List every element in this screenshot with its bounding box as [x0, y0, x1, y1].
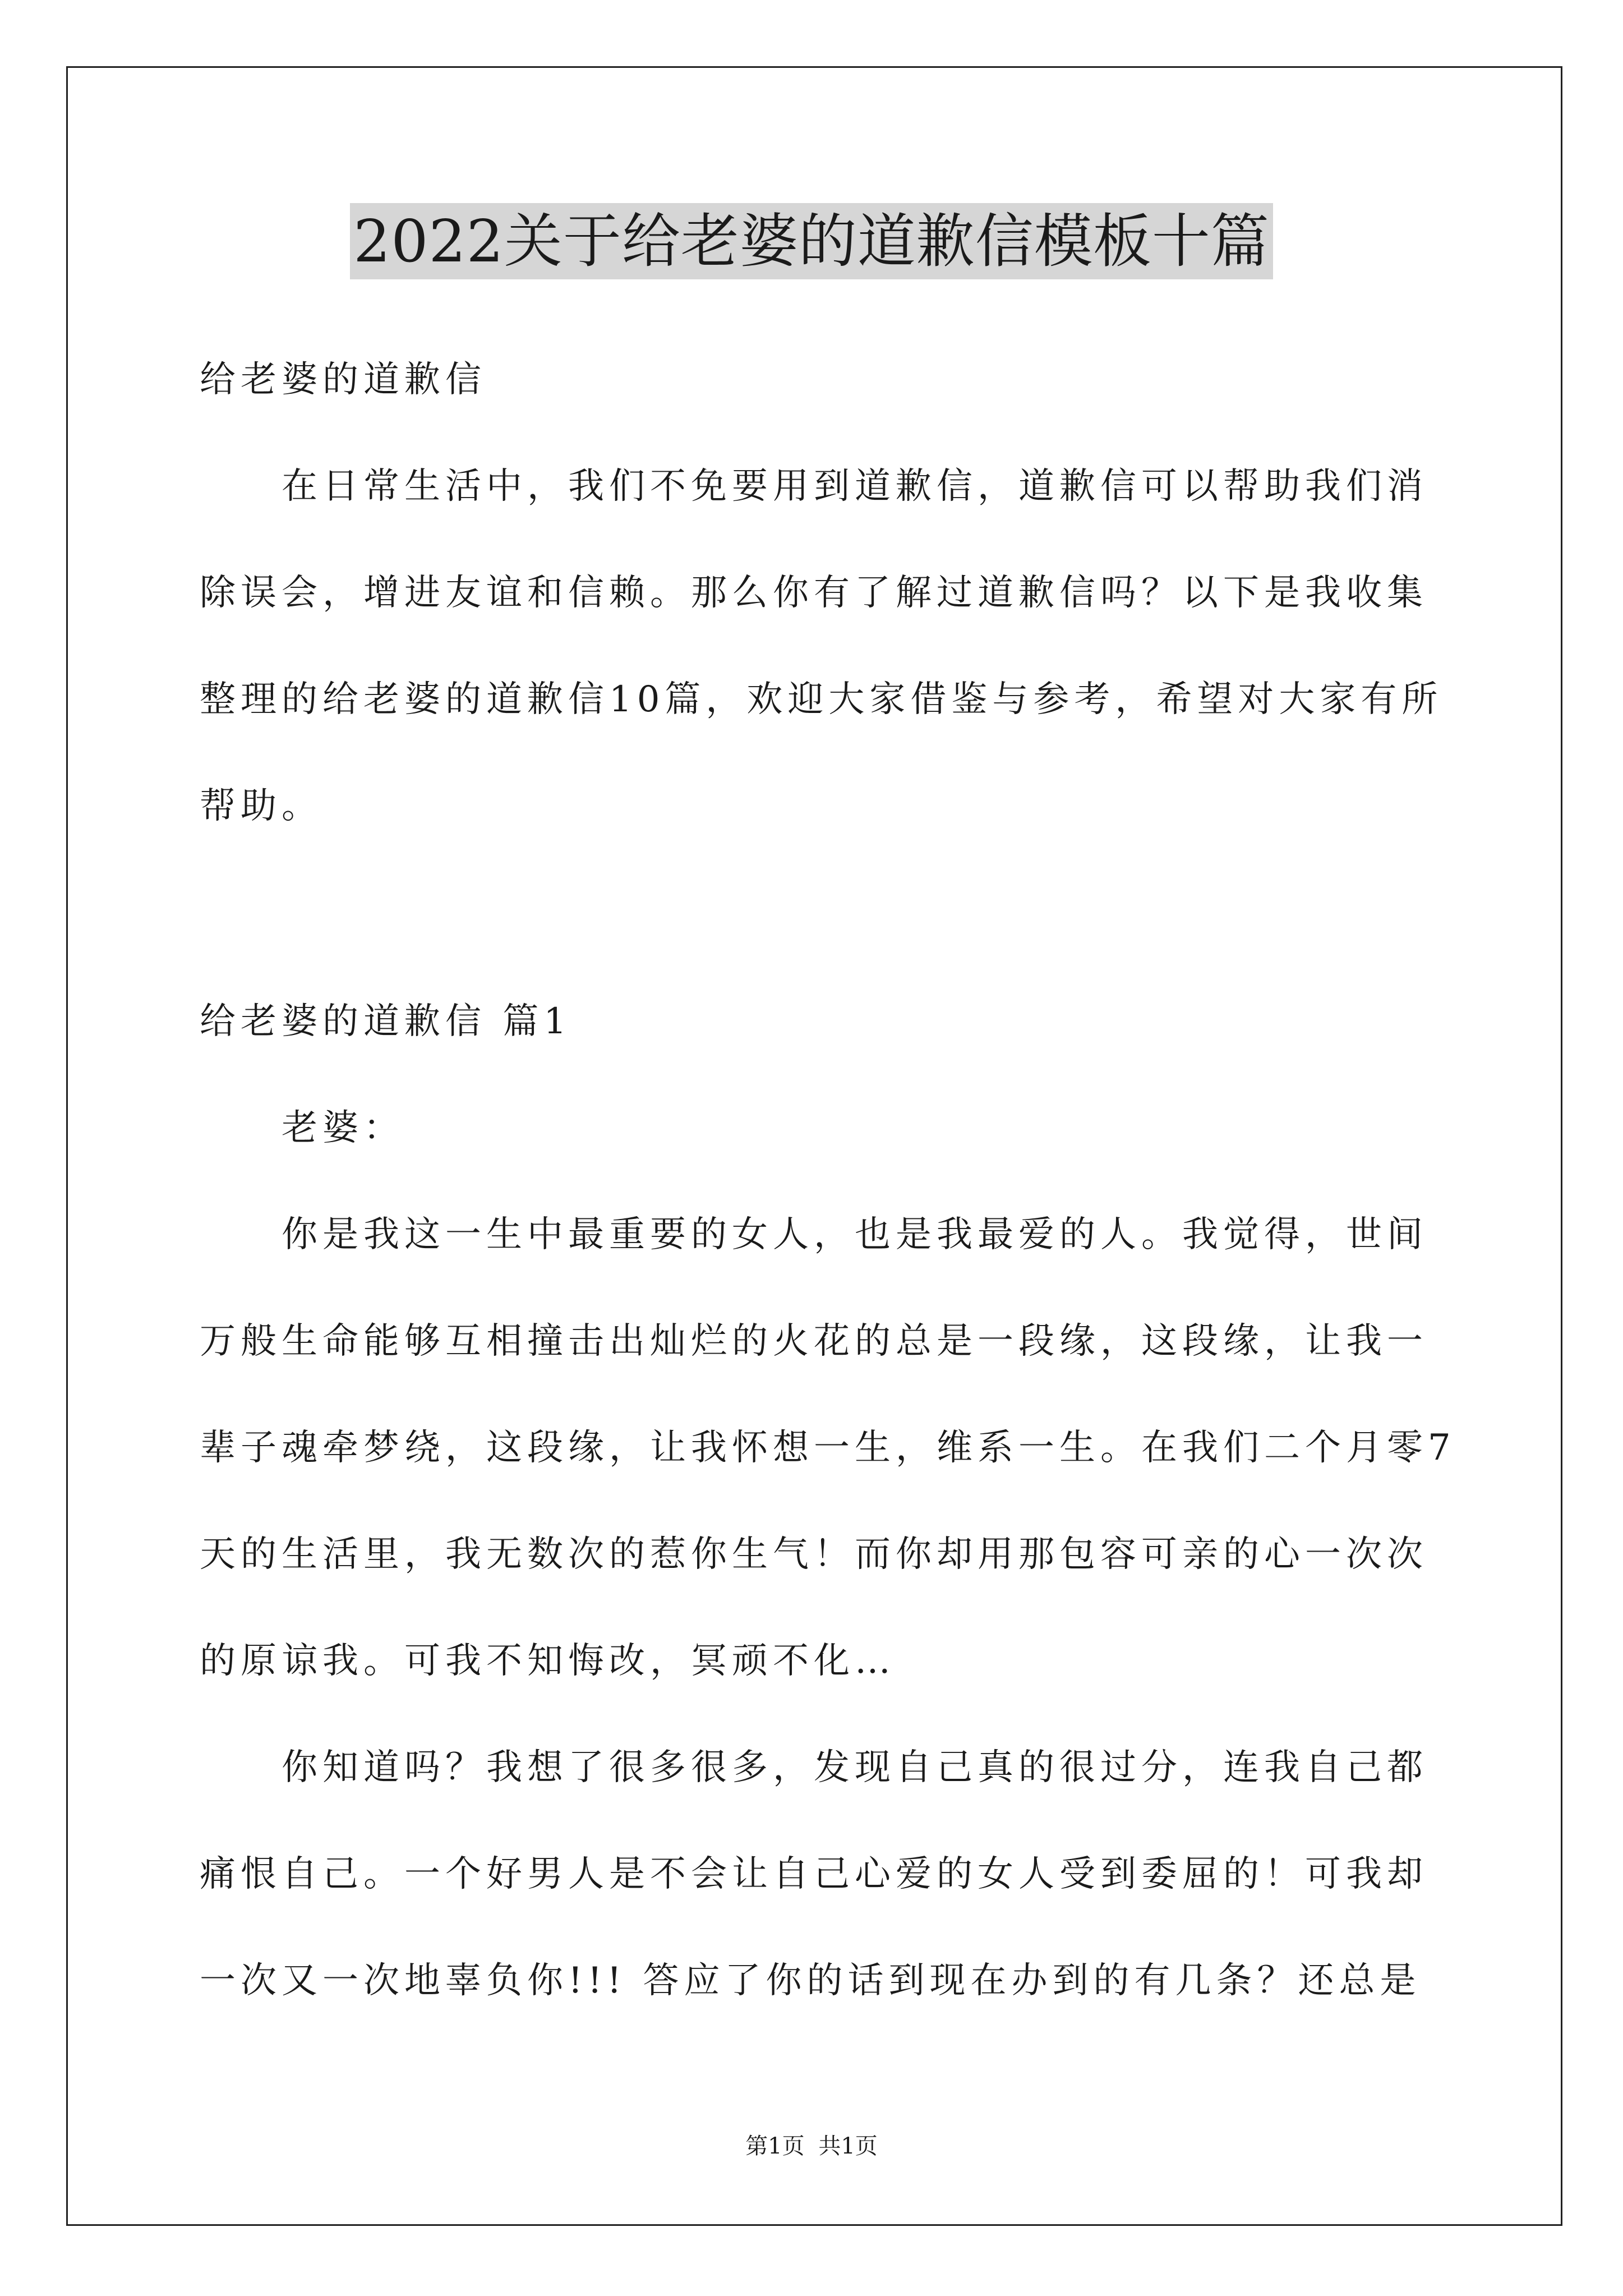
intro-line: 整理的给老婆的道歉信10篇，欢迎大家借鉴与参考，希望对大家有所: [200, 679, 1443, 720]
page-total: 共1页: [818, 2133, 878, 2159]
section-heading: 给老婆的道歉信 篇1: [200, 1001, 572, 1042]
paragraph-line: 一次又一次地辜负你!!! 答应了你的话到现在办到的有几条？还总是: [200, 1960, 1421, 2001]
paragraph-line: 辈子魂牵梦绕，这段缘，让我怀想一生，维系一生。在我们二个月零7: [200, 1427, 1456, 1469]
page-footer: [0, 2131, 1623, 2162]
paragraph-line: 万般生命能够互相撞击出灿烂的火花的总是一段缘，这段缘，让我一: [200, 1320, 1428, 1362]
title-container: [0, 203, 1623, 279]
intro-line: 在日常生活中，我们不免要用到道歉信，道歉信可以帮助我们消: [282, 466, 1428, 507]
paragraph-line: 你知道吗？我想了很多很多，发现自己真的很过分，连我自己都: [282, 1747, 1428, 1788]
salutation: 老婆：: [282, 1107, 404, 1149]
page-number: 第1页: [745, 2133, 805, 2159]
paragraph-line: 痛恨自己。一个好男人是不会让自己心爱的女人受到委屈的！可我却: [200, 1853, 1428, 1895]
intro-heading: 给老婆的道歉信: [200, 359, 486, 401]
intro-line: 除误会，增进友谊和信赖。那么你有了解过道歉信吗？以下是我收集: [200, 572, 1428, 614]
paragraph-line: 天的生活里，我无数次的惹你生气！而你却用那包容可亲的心一次次: [200, 1534, 1428, 1575]
intro-line: 帮助。: [200, 785, 322, 827]
paragraph-line: 的原谅我。可我不知悔改，冥顽不化…: [200, 1640, 896, 1682]
paragraph-line: 你是我这一生中最重要的女人，也是我最爱的人。我觉得，世间: [282, 1214, 1428, 1255]
document-title: 2022关于给老婆的道歉信模板十篇: [350, 203, 1273, 279]
